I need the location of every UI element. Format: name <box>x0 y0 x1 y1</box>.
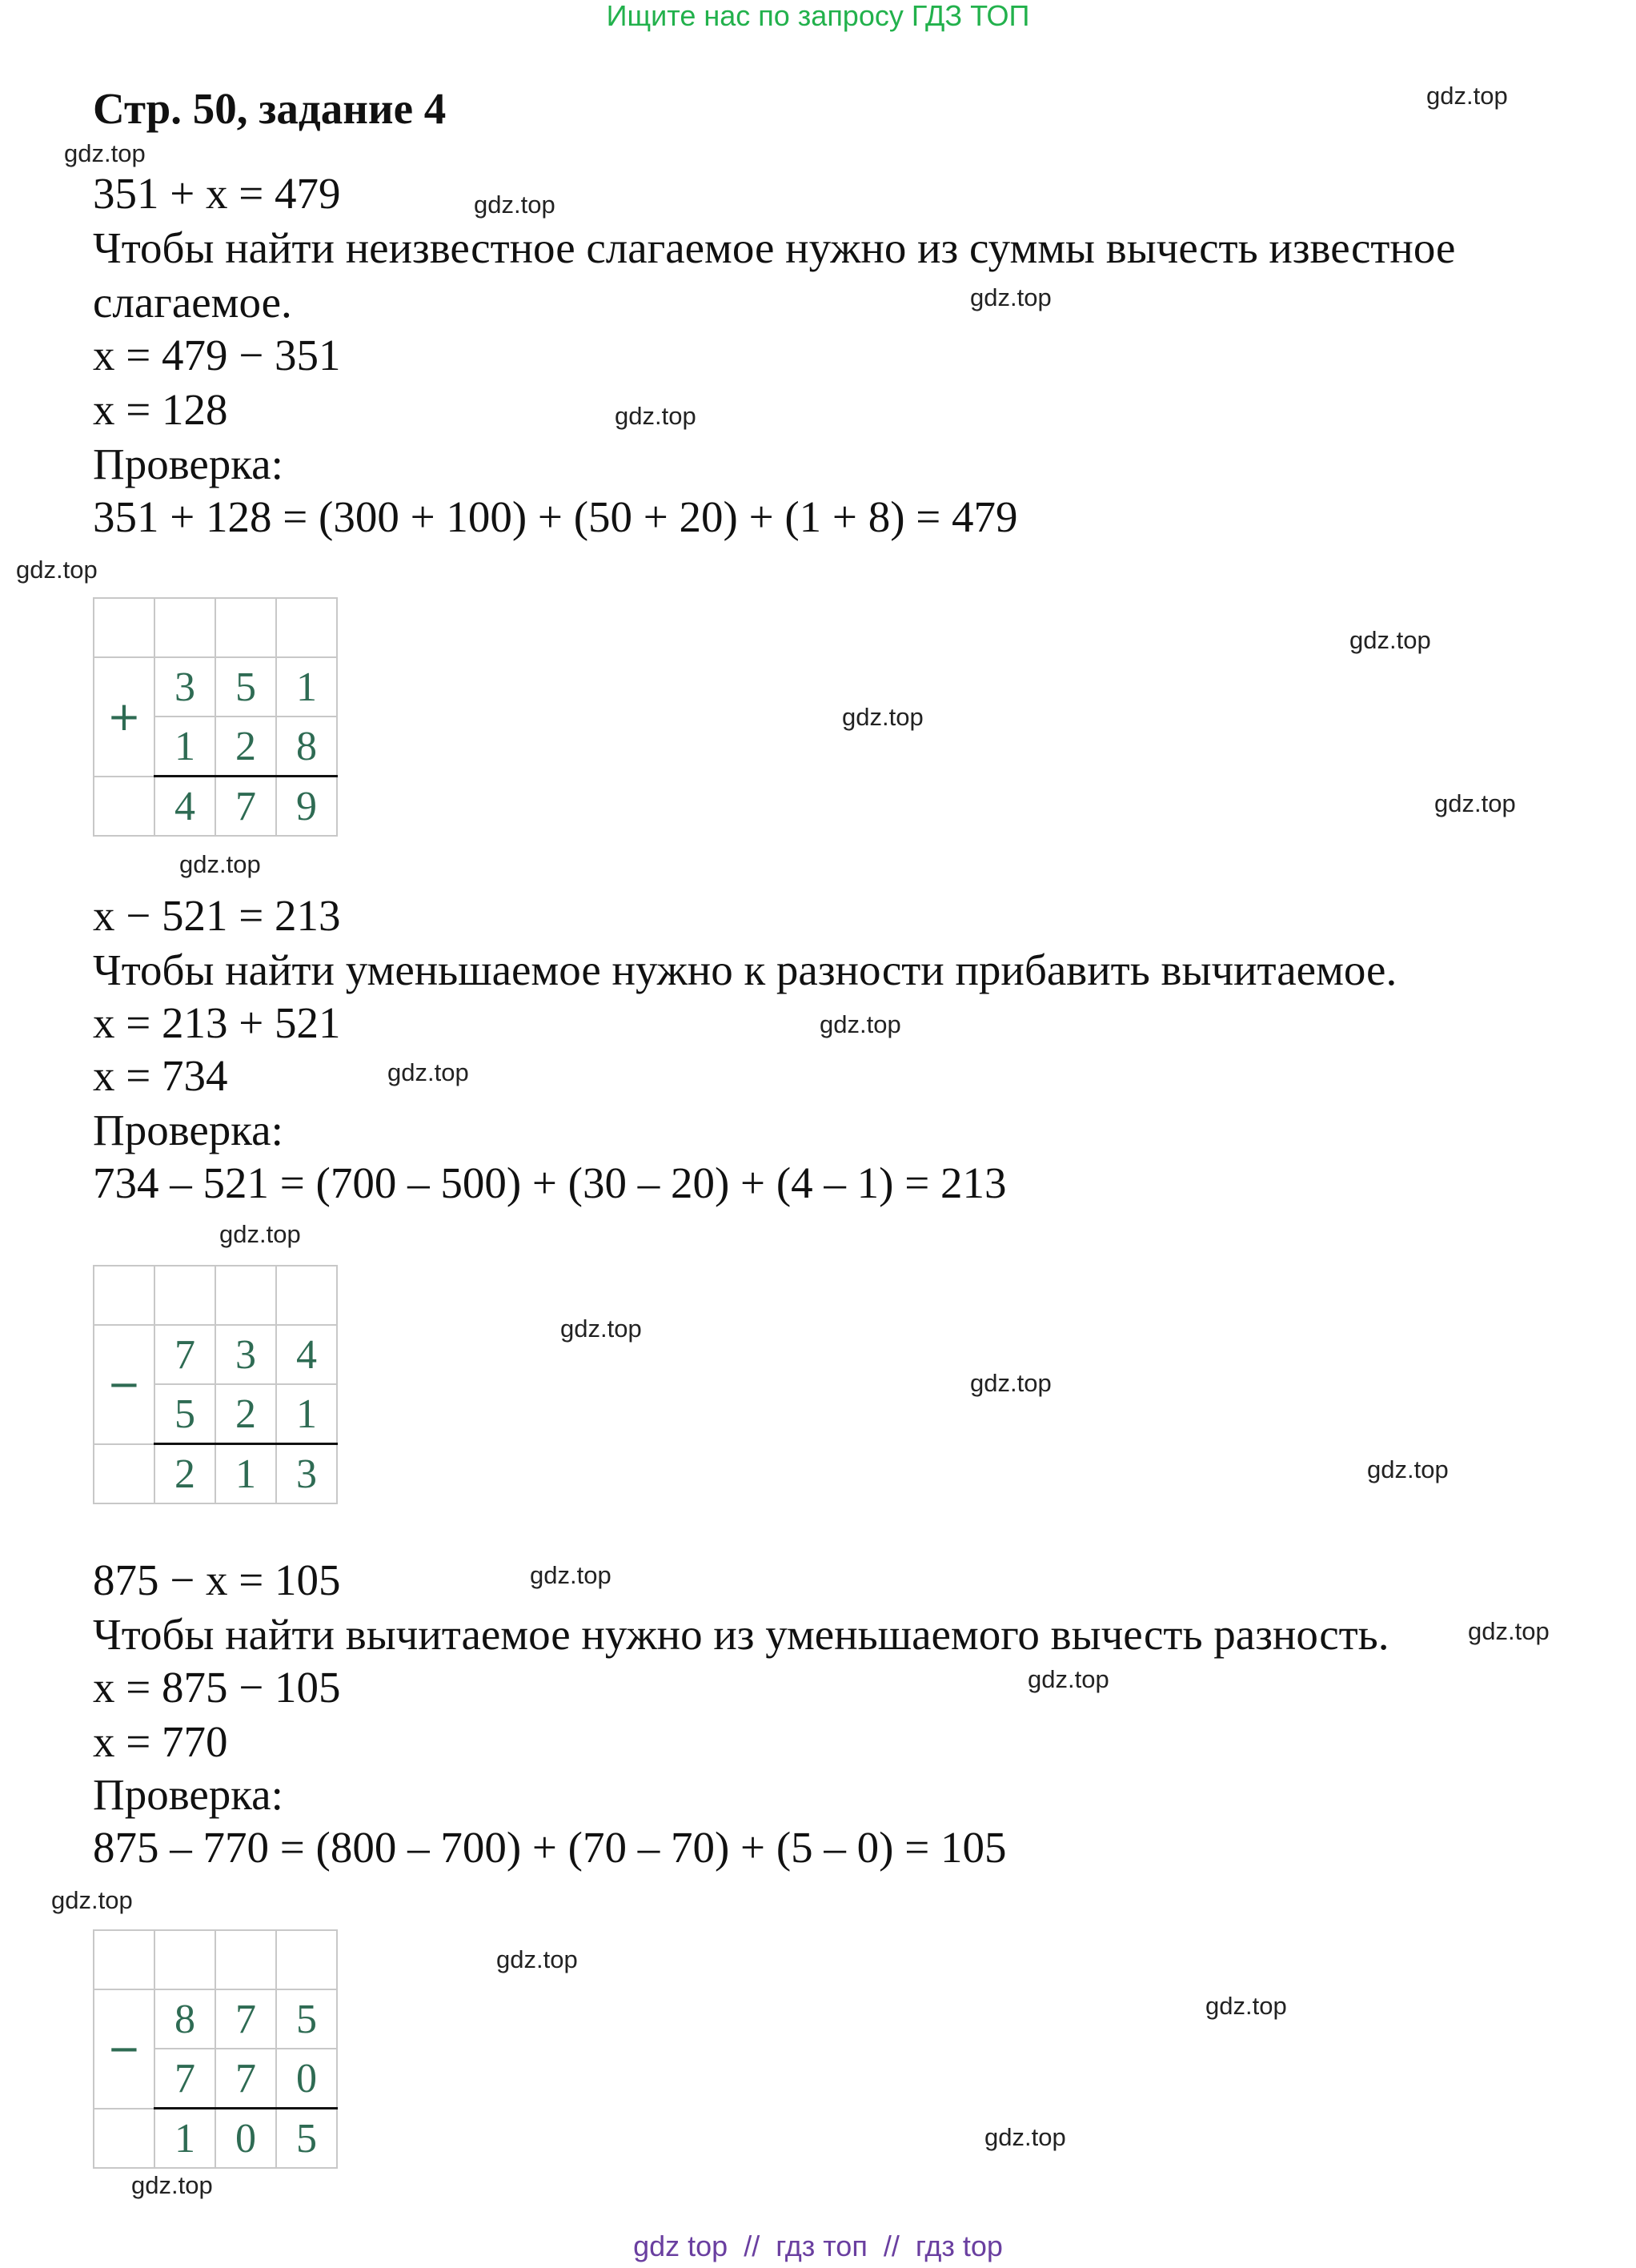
digit: 3 <box>215 1325 276 1384</box>
digit: 5 <box>276 1989 337 2049</box>
digit: 4 <box>276 1325 337 1384</box>
rule-text: слагаемое. <box>93 278 292 327</box>
grid-cell <box>94 1266 154 1325</box>
watermark: gdz.top <box>16 556 98 584</box>
watermark: gdz.top <box>984 2123 1066 2151</box>
check-label: Проверка: <box>93 1106 283 1154</box>
grid-cell <box>94 2109 154 2169</box>
digit: 3 <box>154 657 215 717</box>
result-digit: 9 <box>276 777 337 837</box>
equation: 875 − x = 105 <box>93 1555 341 1604</box>
digit: 7 <box>215 1989 276 2049</box>
digit: 5 <box>154 1384 215 1444</box>
footer-links: gdz top // гдз топ // гдз top <box>633 2230 1003 2262</box>
digit: 1 <box>154 717 215 777</box>
watermark: gdz.top <box>131 2171 213 2199</box>
digit: 7 <box>215 2049 276 2109</box>
digit: 1 <box>276 657 337 717</box>
grid-cell <box>215 1266 276 1325</box>
operation-sign: − <box>94 1989 154 2109</box>
watermark: gdz.top <box>842 703 924 731</box>
result-digit: 4 <box>154 777 215 837</box>
digit: 8 <box>276 717 337 777</box>
watermark: gdz.top <box>1028 1665 1109 1693</box>
result-digit: 2 <box>154 1444 215 1504</box>
result-digit: 3 <box>276 1444 337 1504</box>
watermark: gdz.top <box>820 1010 901 1038</box>
solution-step: x = 875 − 105 <box>93 1663 341 1712</box>
operation-sign: − <box>94 1325 154 1444</box>
result-digit: 5 <box>276 2109 337 2169</box>
grid-cell <box>94 598 154 657</box>
watermark: gdz.top <box>1205 1992 1287 2020</box>
grid-cell <box>154 598 215 657</box>
column-calculation <box>93 1929 331 2165</box>
grid-cell <box>94 1930 154 1989</box>
result-digit: 1 <box>215 1444 276 1504</box>
watermark: gdz.top <box>474 191 555 219</box>
equation: x − 521 = 213 <box>93 891 341 940</box>
solution-answer: x = 734 <box>93 1051 228 1100</box>
watermark: gdz.top <box>1426 82 1508 110</box>
grid-cell <box>215 598 276 657</box>
solution-answer: x = 770 <box>93 1717 228 1766</box>
grid-cell <box>276 1266 337 1325</box>
watermark: gdz.top <box>64 139 146 167</box>
grid-cell <box>154 1266 215 1325</box>
grid-cell <box>276 1930 337 1989</box>
watermark: gdz.top <box>615 402 696 430</box>
check-label: Проверка: <box>93 440 283 488</box>
grid-cell <box>94 777 154 837</box>
check-label: Проверка: <box>93 1770 283 1819</box>
grid-cell <box>215 1930 276 1989</box>
operation-sign: + <box>94 657 154 777</box>
digit: 7 <box>154 1325 215 1384</box>
column-calculation <box>93 597 331 833</box>
result-digit: 1 <box>154 2109 215 2169</box>
digit: 2 <box>215 1384 276 1444</box>
watermark: gdz.top <box>387 1058 469 1086</box>
digit: 0 <box>276 2049 337 2109</box>
rule-text: Чтобы найти неизвестное слагаемое нужно из суммы вычесть известное <box>93 223 1456 272</box>
page-title: Стр. 50, задание 4 <box>93 84 447 133</box>
watermark: gdz.top <box>1434 789 1516 817</box>
watermark: gdz.top <box>1349 626 1431 654</box>
check-expression: 734 – 521 = (700 – 500) + (30 – 20) + (4 – 1) = 213 <box>93 1158 1007 1207</box>
watermark: gdz.top <box>219 1220 301 1248</box>
grid-cell <box>154 1930 215 1989</box>
watermark: gdz.top <box>51 1886 133 1914</box>
watermark: gdz.top <box>1367 1455 1449 1483</box>
watermark: gdz.top <box>560 1315 642 1343</box>
digit: 5 <box>215 657 276 717</box>
grid-cell <box>276 598 337 657</box>
digit: 8 <box>154 1989 215 2049</box>
solution-answer: x = 128 <box>93 385 228 434</box>
digit: 1 <box>276 1384 337 1444</box>
rule-text: Чтобы найти уменьшаемое нужно к разности прибавить вычитаемое. <box>93 945 1397 994</box>
watermark: gdz.top <box>179 850 261 878</box>
result-digit: 7 <box>215 777 276 837</box>
column-calculation <box>93 1265 331 1500</box>
solution-step: x = 213 + 521 <box>93 998 341 1047</box>
equation: 351 + x = 479 <box>93 169 341 218</box>
check-expression: 351 + 128 = (300 + 100) + (50 + 20) + (1 + 8) = 479 <box>93 492 1018 541</box>
grid-cell <box>94 1444 154 1504</box>
promo-banner: Ищите нас по запросу ГДЗ ТОП <box>606 0 1030 32</box>
result-digit: 0 <box>215 2109 276 2169</box>
watermark: gdz.top <box>1468 1617 1550 1645</box>
digit: 2 <box>215 717 276 777</box>
watermark: gdz.top <box>496 1945 578 1973</box>
solution-step: x = 479 − 351 <box>93 331 341 379</box>
digit: 7 <box>154 2049 215 2109</box>
watermark: gdz.top <box>970 1369 1052 1397</box>
check-expression: 875 – 770 = (800 – 700) + (70 – 70) + (5 – 0) = 105 <box>93 1823 1007 1872</box>
watermark: gdz.top <box>530 1561 611 1589</box>
rule-text: Чтобы найти вычитаемое нужно из уменьшаемого вычесть разность. <box>93 1610 1389 1659</box>
watermark: gdz.top <box>970 283 1052 311</box>
